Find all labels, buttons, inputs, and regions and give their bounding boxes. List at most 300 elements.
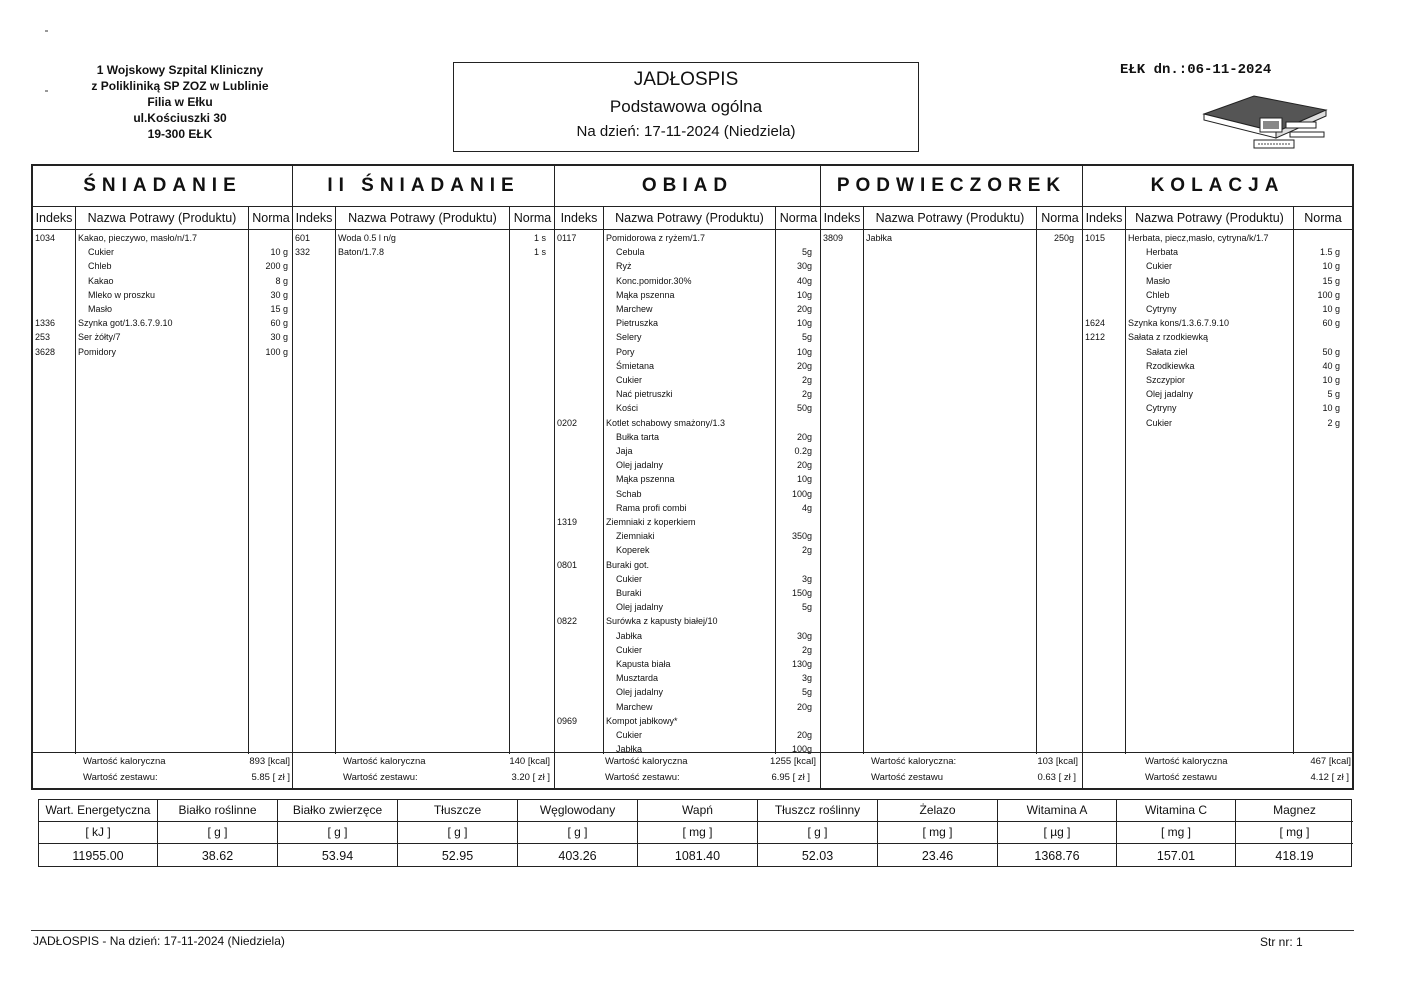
meal-summary [821, 752, 1082, 788]
item-norm: 30g [796, 261, 812, 272]
item-norm: 10g [796, 346, 812, 357]
meal-item-row [555, 586, 820, 600]
meal-item-row [555, 657, 820, 671]
meal-item-row [1083, 316, 1352, 330]
cost-label: Wartość zestawu: [343, 772, 418, 783]
item-norm: 15 g [1322, 275, 1340, 286]
item-norm: 3g [801, 573, 812, 584]
item-name: Szynka got/1.3.6.7.9.10 [78, 318, 173, 329]
meal-item-row [293, 245, 554, 259]
nutrient-column [758, 800, 878, 866]
nutrient-value: 11955.00 [72, 849, 124, 863]
item-norm: 10g [796, 289, 812, 300]
item-name: Olej jadalny [616, 602, 664, 613]
meal-items [1083, 230, 1352, 754]
meal-item-row [555, 316, 820, 330]
item-name: Pory [616, 346, 635, 357]
item-norm: 30 g [270, 289, 288, 300]
nutrient-name: Witamina A [998, 800, 1116, 822]
header-name: Nazwa Potrawy (Produktu) [603, 207, 775, 229]
item-norm: 20g [796, 460, 812, 471]
item-index: 0969 [557, 715, 578, 726]
nutrient-value: 1368.76 [1034, 849, 1080, 863]
meal-item-row [555, 629, 820, 643]
meal-section [293, 166, 555, 788]
meal-item-row [555, 345, 820, 359]
nutrient-column [1236, 800, 1353, 866]
header-norm: Norma [248, 207, 293, 229]
nutrient-unit: [ mg ] [1117, 822, 1235, 844]
item-norm: 20g [796, 431, 812, 442]
item-name: Ser żółty/7 [78, 332, 121, 343]
meal-item-row [555, 685, 820, 699]
item-norm: 10 g [1322, 304, 1340, 314]
nutrient-column [158, 800, 278, 866]
menu-date: Na dzień: 17-11-2024 (Niedziela) [576, 123, 796, 140]
cost-label: Wartość zestawu: [605, 772, 680, 783]
item-norm: 130g [791, 659, 812, 669]
hospital-line: 19-300 EŁK [147, 127, 213, 141]
item-norm: 10 g [1322, 261, 1340, 272]
item-index: 1212 [1085, 332, 1106, 343]
issue-date: EŁK dn.:06-11-2024 [1120, 62, 1272, 78]
item-name: Herbata [1146, 247, 1179, 258]
meal-item-row [555, 274, 820, 288]
nutrient-name: Tłuszcze [398, 800, 517, 822]
nutrient-name: Wapń [638, 800, 757, 822]
nutrient-unit: [ g ] [758, 822, 877, 844]
meal-section [33, 166, 293, 788]
book-computer-icon [1194, 92, 1334, 152]
item-name: Jaja [616, 446, 633, 456]
meal-item-row [293, 231, 554, 245]
meal-item-row [555, 671, 820, 685]
item-name: Ziemniaki [616, 531, 655, 542]
item-name: Kakao, pieczywo, masło/n/1.7 [78, 233, 198, 243]
item-index: 253 [35, 332, 51, 343]
column-headers [33, 207, 292, 230]
nutrient-value: 53.94 [321, 849, 354, 863]
meal-item-row [555, 714, 820, 728]
item-index: 1034 [35, 233, 56, 243]
item-name: Szczypior [1146, 375, 1186, 385]
nutrient-value: 38.62 [201, 849, 234, 863]
footer-title: JADŁOSPIS - Na dzień: 17-11-2024 (Niedziela) [33, 934, 285, 948]
meal-summary [293, 752, 554, 788]
nutrient-unit: [ g ] [158, 822, 277, 844]
item-name: Sałata z rzodkiewką [1128, 332, 1209, 343]
item-index: 332 [295, 247, 311, 258]
menu-table [31, 164, 1354, 790]
nutrient-value: 52.95 [441, 849, 474, 863]
calorie-value: 103 [kcal] [1037, 756, 1078, 767]
item-index: 601 [295, 233, 311, 243]
item-index: 0822 [557, 616, 578, 627]
nutrient-unit: [ g ] [518, 822, 637, 844]
column-headers [821, 207, 1082, 230]
item-name: Cukier [616, 644, 643, 655]
scan-speck [45, 30, 48, 32]
item-name: Selery [616, 332, 642, 343]
meal-item-row [555, 614, 820, 628]
item-name: Konc.pomidor.30% [616, 275, 692, 286]
column-headers [1083, 207, 1352, 230]
item-name: Baton/1.7.8 [338, 247, 385, 258]
column-divider [1036, 230, 1037, 754]
column-divider [335, 230, 336, 754]
item-name: Jabłka [616, 744, 643, 755]
nutrient-column [518, 800, 638, 866]
meal-item-row [555, 558, 820, 572]
meal-item-row [1083, 259, 1352, 273]
item-name: Cukier [1146, 261, 1173, 272]
nutrient-unit: [ mg ] [1236, 822, 1353, 844]
hospital-address [60, 62, 300, 142]
calorie-line [293, 754, 554, 770]
item-norm: 20g [796, 304, 812, 314]
cost-line [1083, 770, 1352, 786]
hospital-line: 1 Wojskowy Szpital Kliniczny [96, 63, 264, 77]
nutrient-column [398, 800, 518, 866]
item-norm: 5g [801, 247, 812, 258]
meal-title: ŚNIADANIE [33, 166, 292, 207]
cost-value: 0.63 [ zł ] [1037, 772, 1076, 783]
meal-item-row [33, 302, 292, 316]
meal-item-row [1083, 288, 1352, 302]
nutrient-unit: [ mg ] [638, 822, 757, 844]
cost-value: 6.95 [ zł ] [771, 772, 810, 783]
header-name: Nazwa Potrawy (Produktu) [863, 207, 1036, 229]
nutrient-column [638, 800, 758, 866]
item-norm: 20g [796, 730, 812, 740]
header-norm: Norma [775, 207, 821, 229]
item-name: Mleko w proszku [88, 289, 156, 300]
item-norm: 10 g [1322, 375, 1340, 385]
cost-value: 5.85 [ zł ] [251, 772, 290, 783]
calorie-line [555, 754, 820, 770]
nutrient-value: 1081.40 [674, 849, 721, 863]
calorie-label: Wartość kaloryczna [343, 756, 426, 767]
item-name: Olej jadalny [1146, 389, 1194, 400]
meal-summary [33, 752, 292, 788]
meal-item-row [1083, 359, 1352, 373]
item-name: Rama profi combi [616, 502, 687, 513]
item-name: Cytryny [1146, 403, 1177, 414]
item-name: Woda 0.5 l n/g [338, 233, 396, 243]
meal-item-row [33, 245, 292, 259]
nutrition-table [38, 799, 1352, 867]
item-index: 1624 [1085, 318, 1106, 329]
nutrient-column [998, 800, 1117, 866]
item-norm: 20g [796, 701, 812, 712]
item-name: Herbata, piecz,masło, cytryna/k/1.7 [1128, 233, 1269, 243]
meal-item-row [555, 302, 820, 316]
meal-item-row [555, 543, 820, 557]
item-name: Cukier [1146, 417, 1173, 428]
meal-item-row [1083, 401, 1352, 415]
item-name: Rzodkiewka [1146, 360, 1195, 371]
meal-item-row [555, 444, 820, 458]
item-name: Ryż [616, 261, 632, 272]
meal-item-row [555, 231, 820, 245]
meal-item-row [555, 387, 820, 401]
cost-value: 3.20 [ zł ] [511, 772, 550, 783]
calorie-label: Wartość kaloryczna: [871, 756, 957, 767]
item-name: Masło [1146, 275, 1171, 286]
item-norm: 5g [801, 687, 812, 698]
item-index: 0801 [557, 559, 578, 570]
meal-item-row [555, 515, 820, 529]
item-norm: 2g [801, 644, 812, 655]
calorie-value: 467 [kcal] [1310, 756, 1351, 767]
item-norm: 1 s [533, 247, 546, 258]
meal-section [555, 166, 821, 788]
item-name: Kakao [88, 275, 114, 286]
item-norm: 40g [796, 275, 812, 286]
item-index: 0202 [557, 417, 578, 428]
item-name: Buraki got. [606, 559, 650, 570]
meal-item-row [1083, 231, 1352, 245]
item-name: Cukier [616, 573, 643, 584]
calorie-label: Wartość kaloryczna [605, 756, 688, 767]
calorie-line [821, 754, 1082, 770]
item-name: Nać pietruszki [616, 389, 673, 400]
meal-item-row [555, 373, 820, 387]
item-norm: 1.5 g [1319, 247, 1340, 258]
diet-type: Podstawowa ogólna [609, 97, 763, 116]
item-norm: 2 g [1327, 417, 1340, 428]
item-name: Koperek [616, 545, 650, 556]
nutrient-name: Węglowodany [518, 800, 637, 822]
meal-items [33, 230, 292, 754]
meal-item-row [555, 359, 820, 373]
nutrient-name: Tłuszcz roślinny [758, 800, 877, 822]
meal-item-row [555, 572, 820, 586]
item-name: Chleb [88, 261, 112, 272]
nutrient-name: Białko zwierzęce [278, 800, 397, 822]
item-name: Marchew [616, 701, 653, 712]
item-name: Mąka pszenna [616, 289, 675, 300]
item-name: Cukier [616, 375, 643, 385]
hospital-line: ul.Kościuszki 30 [133, 111, 227, 125]
header-index: Indeks [560, 211, 598, 225]
item-norm: 250g [1053, 233, 1074, 243]
item-norm: 1 s [533, 233, 546, 243]
item-name: Jabłka [616, 630, 643, 641]
cost-label: Wartość zestawu: [83, 772, 158, 783]
hospital-line: z Polikliniką SP ZOZ w Lublinie [91, 79, 269, 93]
item-norm: 3g [801, 673, 812, 684]
calorie-value: 140 [kcal] [509, 756, 550, 767]
meal-item-row [821, 231, 1082, 245]
item-name: Kapusta biała [616, 659, 671, 669]
item-norm: 30 g [270, 332, 288, 343]
calorie-line [33, 754, 292, 770]
meal-item-row [33, 345, 292, 359]
document-title: JADŁOSPIS [633, 69, 739, 90]
item-norm: 60 g [1322, 318, 1340, 329]
meal-item-row [555, 458, 820, 472]
item-norm: 100g [791, 744, 812, 755]
meal-title: PODWIECZOREK [821, 166, 1082, 207]
header-norm: Norma [1293, 207, 1352, 229]
nutrient-name: Żelazo [878, 800, 997, 822]
meal-item-row [33, 316, 292, 330]
meal-item-row [33, 274, 292, 288]
meal-items [293, 230, 554, 754]
item-name: Chleb [1146, 289, 1170, 300]
nutrient-name: Magnez [1236, 800, 1353, 822]
meal-item-row [555, 501, 820, 515]
meal-summary [1083, 752, 1352, 788]
meal-item-row [555, 529, 820, 543]
calorie-label: Wartość kaloryczna [1145, 756, 1228, 767]
item-name: Cebula [616, 247, 645, 258]
meal-title: II ŚNIADANIE [293, 166, 554, 207]
meal-item-row [555, 288, 820, 302]
meal-item-row [555, 330, 820, 344]
item-norm: 50g [796, 403, 812, 414]
meal-item-row [555, 430, 820, 444]
scan-speck [45, 90, 48, 92]
meal-item-row [1083, 330, 1352, 344]
meal-item-row [555, 259, 820, 273]
header-norm: Norma [509, 207, 555, 229]
item-norm: 20g [796, 360, 812, 371]
item-name: Surówka z kapusty białej/10 [606, 616, 718, 627]
meal-item-row [555, 600, 820, 614]
item-name: Pomidory [78, 346, 117, 357]
meal-section [1083, 166, 1352, 788]
calorie-value: 893 [kcal] [249, 756, 290, 767]
meal-title: OBIAD [555, 166, 820, 207]
item-norm: 10 g [1322, 403, 1340, 414]
item-norm: 350g [791, 531, 812, 542]
meal-item-row [33, 259, 292, 273]
column-headers [293, 207, 554, 230]
nutrient-value: 52.03 [801, 849, 834, 863]
calorie-line [1083, 754, 1352, 770]
nutrient-value: 418.19 [1275, 849, 1314, 863]
item-name: Olej jadalny [616, 460, 664, 471]
header-index: Indeks [295, 211, 333, 225]
item-index: 3628 [35, 346, 56, 357]
header-name: Nazwa Potrawy (Produktu) [75, 207, 248, 229]
cost-line [293, 770, 554, 786]
item-norm: 100g [791, 488, 812, 499]
item-norm: 15 g [270, 304, 288, 314]
meal-section [821, 166, 1083, 788]
meal-item-row [555, 401, 820, 415]
item-name: Śmietana [616, 360, 655, 371]
item-norm: 100 g [1317, 289, 1340, 300]
item-norm: 50 g [1322, 346, 1340, 357]
item-norm: 10g [796, 474, 812, 485]
nutrient-unit: [ kJ ] [39, 822, 157, 844]
header-name: Nazwa Potrawy (Produktu) [335, 207, 509, 229]
item-name: Masło [88, 304, 113, 314]
nutrient-unit: [ mg ] [878, 822, 997, 844]
meal-item-row [555, 416, 820, 430]
item-norm: 60 g [270, 318, 288, 329]
hospital-line: Filia w Ełku [147, 95, 213, 109]
meal-item-row [555, 700, 820, 714]
item-name: Musztarda [616, 673, 659, 684]
meal-items [821, 230, 1082, 754]
item-name: Jabłka [866, 233, 893, 243]
meal-item-row [1083, 345, 1352, 359]
meal-item-row [555, 245, 820, 259]
meal-item-row [33, 288, 292, 302]
item-index: 0117 [557, 233, 577, 243]
meal-item-row [1083, 416, 1352, 430]
nutrient-column [278, 800, 398, 866]
item-norm: 10 g [270, 247, 288, 258]
item-name: Szynka kons/1.3.6.7.9.10 [1128, 318, 1230, 329]
item-index: 3809 [823, 233, 844, 243]
header-index: Indeks [35, 211, 73, 225]
item-norm: 30g [796, 630, 812, 641]
item-name: Cukier [88, 247, 115, 258]
item-norm: 4g [801, 502, 812, 513]
footer-rule [31, 930, 1354, 931]
item-name: Kotlet schabowy smażony/1.3 [606, 417, 726, 428]
calorie-label: Wartość kaloryczna [83, 756, 166, 767]
item-norm: 8 g [275, 275, 288, 286]
item-name: Schab [616, 488, 642, 499]
meal-item-row [1083, 274, 1352, 288]
header-index: Indeks [823, 211, 861, 225]
item-index: 1336 [35, 318, 56, 329]
item-norm: 5 g [1327, 389, 1340, 400]
item-name: Ziemniaki z koperkiem [606, 517, 696, 527]
item-norm: 100 g [265, 346, 288, 357]
cost-line [33, 770, 292, 786]
page-number: Str nr: 1 [1260, 935, 1303, 949]
meal-item-row [1083, 373, 1352, 387]
item-norm: 10g [796, 318, 812, 329]
item-name: Mąka pszenna [616, 474, 675, 485]
item-norm: 2g [801, 545, 812, 556]
item-norm: 150g [791, 588, 812, 598]
nutrient-name: Białko roślinne [158, 800, 277, 822]
title-box [453, 62, 919, 152]
item-index: 1319 [557, 517, 578, 527]
cost-label: Wartość zestawu [1145, 772, 1217, 783]
meal-item-row [555, 487, 820, 501]
nutrient-column [39, 800, 158, 866]
cost-label: Wartość zestawu [871, 772, 943, 783]
item-norm: 0.2g [794, 446, 812, 456]
item-name: Olej jadalny [616, 687, 664, 698]
header-norm: Norma [1036, 207, 1083, 229]
item-name: Kości [616, 403, 639, 414]
item-name: Buraki [616, 588, 642, 598]
meal-item-row [1083, 245, 1352, 259]
meal-items [555, 230, 820, 754]
item-name: Cytryny [1146, 304, 1177, 314]
item-norm: 40 g [1322, 360, 1340, 371]
meal-item-row [555, 472, 820, 486]
nutrient-unit: [ g ] [398, 822, 517, 844]
column-divider [509, 230, 510, 754]
meal-summary [555, 752, 820, 788]
nutrient-column [878, 800, 998, 866]
item-name: Cukier [616, 730, 643, 740]
nutrient-column [1117, 800, 1236, 866]
item-name: Marchew [616, 304, 653, 314]
cost-line [555, 770, 820, 786]
